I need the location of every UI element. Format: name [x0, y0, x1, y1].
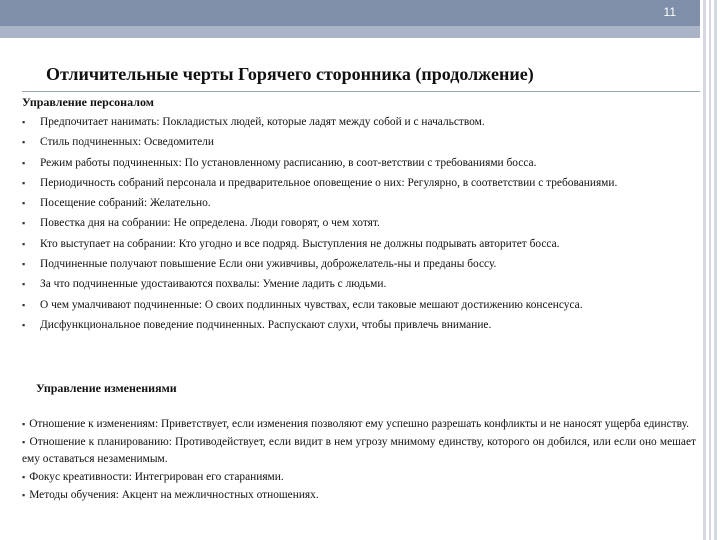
right-decor-rail	[700, 0, 720, 540]
list-item-text: Фокус креативности: Интегрирован его стараниями.	[29, 471, 284, 483]
square-bullet-icon: ▪	[22, 419, 26, 429]
list-item	[22, 434, 696, 468]
list-item-text: Посещение собраний: Желательно.	[40, 197, 211, 210]
page-number: 11	[663, 5, 676, 19]
square-bullet-icon: ▪	[22, 259, 26, 270]
list-item-text: Отношение к планированию: Противодействует, если видит в нем угрозу мнимому единству, которого он добился, или если оно мешает ему оставаться незаменимым.	[22, 436, 696, 465]
list-item	[22, 297, 696, 314]
list-item-text: Методы обучения: Акцент на межличностных отношениях.	[29, 489, 319, 501]
list-item	[22, 236, 696, 253]
list-item	[22, 134, 696, 151]
square-bullet-icon: ▪	[22, 437, 26, 447]
title-divider	[22, 91, 700, 92]
list-item-text: За что подчиненные удостаиваются похвалы: Умение ладить с людьми.	[40, 278, 387, 291]
list-item-text: Режим работы подчиненных: По установленному расписанию, в соот-ветствии с требованиями босса.	[40, 156, 537, 169]
personnel-list	[22, 114, 696, 337]
square-bullet-icon: ▪	[22, 279, 26, 290]
list-item	[22, 487, 696, 504]
list-item-text: Отношение к изменениям: Приветствует, если изменения позволяют ему успешно разрешать конфликты и не наносят ущерба единству.	[29, 418, 690, 430]
header-strip	[0, 26, 700, 38]
section-heading-change: Управление изменениями	[36, 381, 177, 395]
list-item	[22, 317, 696, 334]
square-bullet-icon: ▪	[22, 319, 26, 330]
list-item	[22, 256, 696, 273]
list-item	[22, 215, 696, 232]
list-item-text: Дисфункциональное поведение подчиненных. Распускают слухи, чтобы привлечь внимание.	[40, 318, 492, 331]
list-item	[22, 195, 696, 212]
section-heading-personnel: Управление персоналом	[22, 95, 154, 109]
list-item	[22, 155, 696, 172]
square-bullet-icon: ▪	[22, 198, 26, 209]
square-bullet-icon: ▪	[22, 218, 26, 229]
list-item-text: Подчиненные получают повышение Если они уживчивы, доброжелатель-ны и преданы боссу.	[40, 258, 497, 271]
list-item	[22, 276, 696, 293]
square-bullet-icon: ▪	[22, 472, 26, 482]
list-item-text: Периодичность собраний персонала и предварительное оповещение о них: Регулярно, в соответствии с требованиями.	[40, 176, 618, 189]
list-item	[22, 416, 696, 433]
list-item	[22, 469, 696, 486]
list-item-text: Стиль подчиненных: Осведомители	[40, 136, 214, 149]
list-item	[22, 175, 696, 192]
list-item	[22, 114, 696, 131]
square-bullet-icon: ▪	[22, 137, 26, 148]
square-bullet-icon: ▪	[22, 490, 26, 500]
list-item-text: Повестка дня на собрании: Не определена. Люди говорят, о чем хотят.	[40, 217, 380, 230]
square-bullet-icon: ▪	[22, 117, 26, 127]
change-list	[22, 416, 696, 505]
list-item-text: Предпочитает нанимать: Покладистых людей, которые ладят между собой и с начальством.	[40, 116, 485, 128]
slide-title: Отличительные черты Горячего сторонника (продолжение)	[46, 64, 534, 84]
square-bullet-icon: ▪	[22, 177, 26, 188]
square-bullet-icon: ▪	[22, 238, 26, 249]
square-bullet-icon: ▪	[22, 299, 26, 310]
header-bar	[0, 0, 700, 26]
square-bullet-icon: ▪	[22, 157, 26, 168]
list-item-text: О чем умалчивают подчиненные: О своих подлинных чувствах, если таковые мешают достижению консенсуса.	[40, 298, 583, 311]
list-item-text: Кто выступает на собрании: Кто угодно и все подряд. Выступления не должны подрывать авторитет босса.	[40, 237, 560, 250]
